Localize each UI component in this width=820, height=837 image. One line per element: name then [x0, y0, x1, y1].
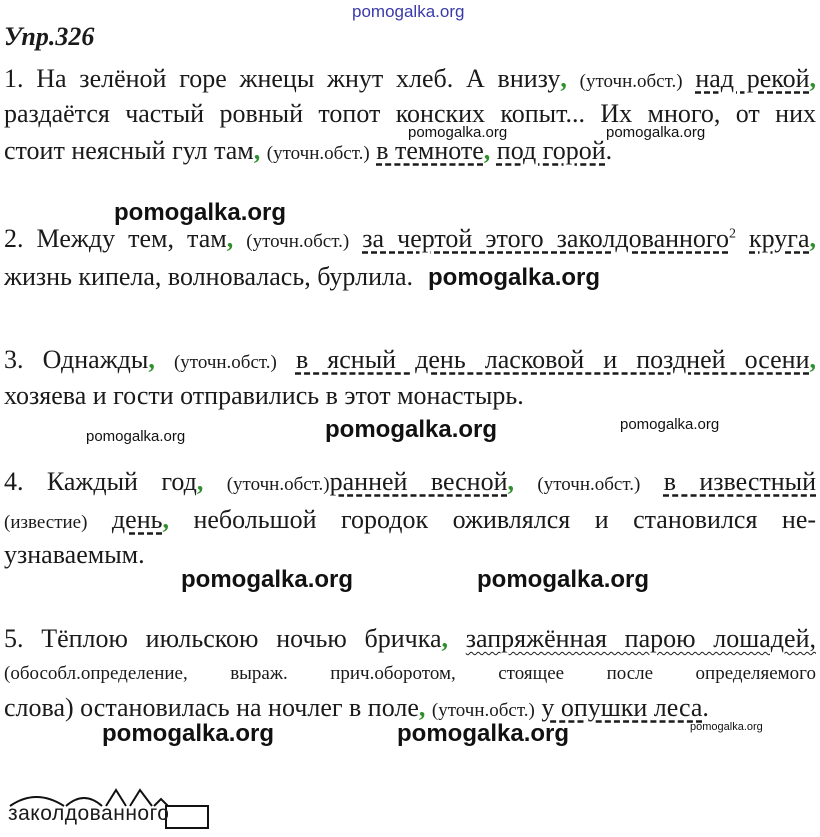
watermark: pomogalka.org: [620, 416, 720, 433]
watermark-top: pomogalka.org: [352, 2, 465, 21]
s4-line1: 4. Каждый год, (уточн.обст.)ранней весной, (уточн.обст.) в известный: [4, 467, 817, 496]
watermark: pomogalka.org: [114, 199, 287, 226]
diagram-word: заколдованного: [8, 802, 170, 825]
morpheme-diagram: [6, 782, 212, 832]
s4-line2: (известие) день, небольшой городок оживлялся и становился не-: [4, 505, 817, 534]
watermark: pomogalka.org: [477, 566, 650, 593]
s5-line1: 5. Тёплою июльскою ночью бричка, запряжённая парою лошадей,: [4, 624, 816, 653]
watermark: pomogalka.org: [86, 428, 186, 445]
watermark: pomogalka.org: [102, 720, 275, 747]
watermark: pomogalka.org: [397, 720, 570, 747]
s3-line2: хозяева и гости отправились в этот монастырь.: [4, 381, 524, 410]
watermark: pomogalka.org: [181, 566, 354, 593]
s1-line1: 1. На зелёной горе жнецы жнут хлеб. А внизу, (уточн.обст.) над рекой,: [4, 64, 817, 93]
watermark: pomogalka.org: [690, 721, 763, 733]
s2-line1: 2. Между тем, там, (уточн.обст.) за чертой этого заколдованного$^2$ круга,: [4, 224, 817, 253]
s1-line2: раздаётся частый ровный топот конских копыт... Их много, от них: [4, 99, 816, 128]
watermark: pomogalka.org: [606, 124, 706, 141]
s3-line1: 3. Однажды, (уточн.обст.) в ясный день ласковой и поздней осени,: [4, 345, 816, 374]
s5-line2: (обособл.определение, выраж. прич.оборотом, стоящее после определяемого: [4, 663, 816, 684]
s2-line2: жизнь кипела, волновалась, бурлила.: [4, 262, 413, 291]
s5-line3: слова) остановилась на ночлег в поле, (уточн.обст.) у опушки леса.: [4, 693, 709, 722]
s4-line3: узнаваемым.: [4, 540, 145, 569]
watermark: pomogalka.org: [408, 124, 508, 141]
watermark: pomogalka.org: [325, 416, 498, 443]
watermark: pomogalka.org: [428, 264, 601, 291]
s1-line3: стоит неясный гул там, (уточн.обст.) в темноте, под горой.: [4, 136, 613, 165]
exercise-title: Упр.326: [4, 22, 95, 51]
